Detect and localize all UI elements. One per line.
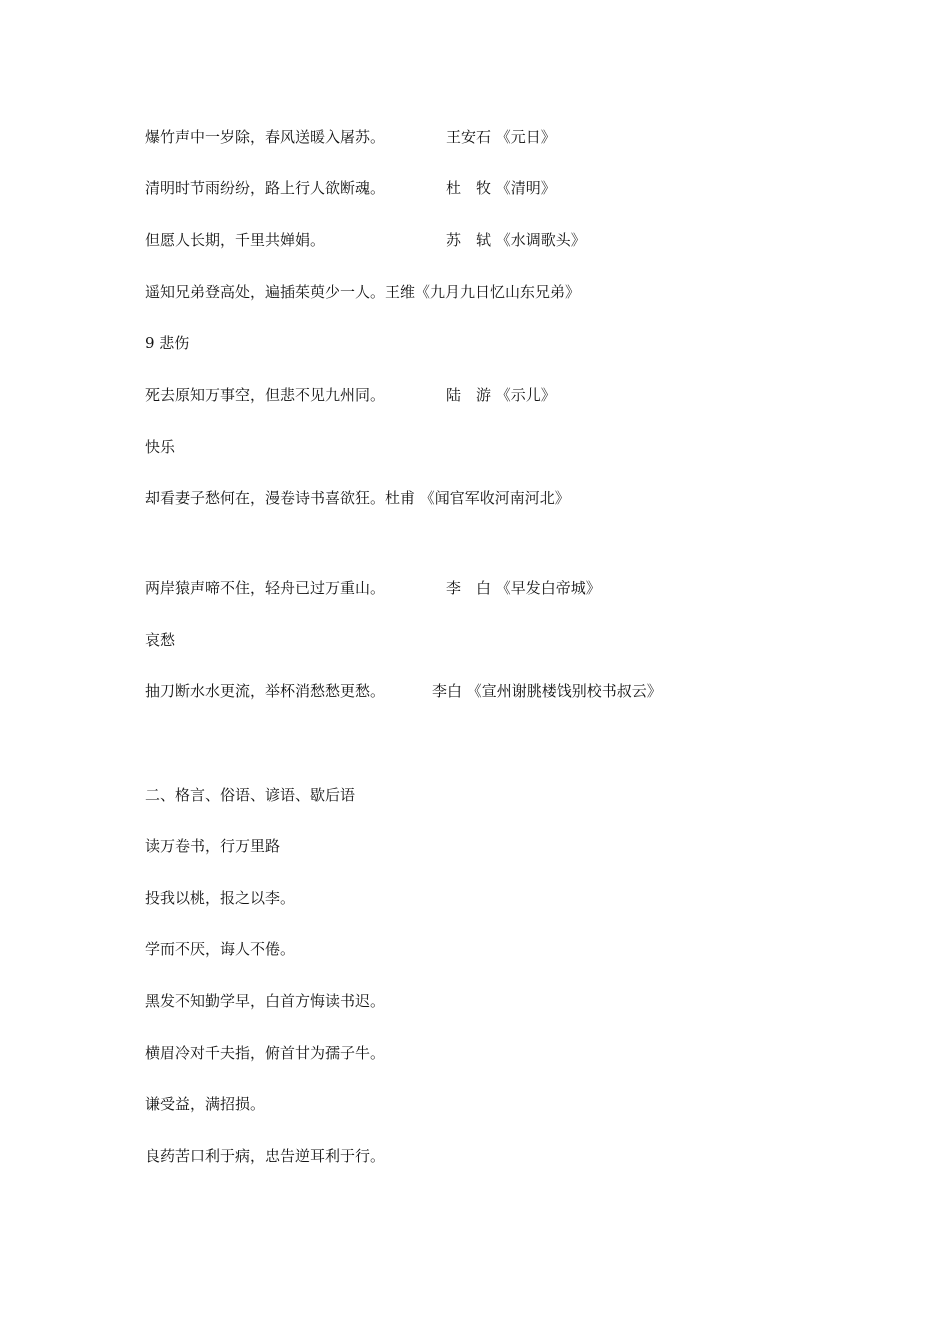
poem-attribution: 陆 游 《示儿》	[446, 386, 556, 404]
proverb-item: 学而不厌，诲人不倦。	[145, 940, 296, 958]
poem-verse: 抽刀断水水更流，举杯消愁愁更愁。	[145, 682, 386, 700]
poem-verse: 但愿人长期，千里共婵娟。	[145, 231, 326, 249]
proverb-item: 良药苦口利于病，忠告逆耳利于行。	[145, 1147, 386, 1165]
proverb-item: 横眉冷对千夫指，俯首甘为孺子牛。	[145, 1044, 386, 1062]
poem-attribution: 李白 《宣州谢朓楼饯别校书叔云》	[432, 682, 662, 700]
poem-line	[145, 282, 580, 302]
proverb-item: 黑发不知勤学早，白首方悔读书迟。	[145, 992, 386, 1010]
poem-verse: 爆竹声中一岁除，春风送暖入屠苏。	[145, 128, 386, 146]
poem-line	[145, 178, 556, 198]
category-heading-sadness: 9 悲伤	[145, 334, 190, 352]
category-heading-happiness: 快乐	[145, 438, 176, 456]
poem-line	[145, 230, 586, 250]
poem-attribution: 苏 轼 《水调歌头》	[446, 231, 586, 249]
category-heading-sorrow: 哀愁	[145, 631, 176, 649]
poem-line	[145, 578, 601, 598]
poem-verse: 死去原知万事空，但悲不见九州同。	[145, 386, 386, 404]
poem-line	[145, 681, 662, 701]
poem-attribution: 李 白 《早发白帝城》	[446, 579, 601, 597]
poem-line	[145, 127, 556, 147]
poem-line	[145, 488, 570, 508]
poem-attribution: 杜 牧 《清明》	[446, 179, 556, 197]
poem-attribution: 王安石 《元日》	[446, 128, 556, 146]
poem-verse: 两岸猿声啼不住，轻舟已过万重山。	[145, 579, 386, 597]
proverb-item: 投我以桃，报之以李。	[145, 889, 296, 907]
poem-line	[145, 385, 556, 405]
section-heading: 二、格言、俗语、谚语、歇后语	[145, 786, 356, 804]
proverb-item: 谦受益，满招损。	[145, 1095, 266, 1113]
poem-verse: 清明时节雨纷纷，路上行人欲断魂。	[145, 179, 386, 197]
proverb-item: 读万卷书，行万里路	[145, 837, 281, 855]
poem-verse: 却看妻子愁何在，漫卷诗书喜欲狂。杜甫 《闻官军收河南河北》	[145, 489, 570, 507]
poem-verse: 遥知兄弟登高处，遍插茱萸少一人。王维《九月九日忆山东兄弟》	[145, 283, 581, 301]
